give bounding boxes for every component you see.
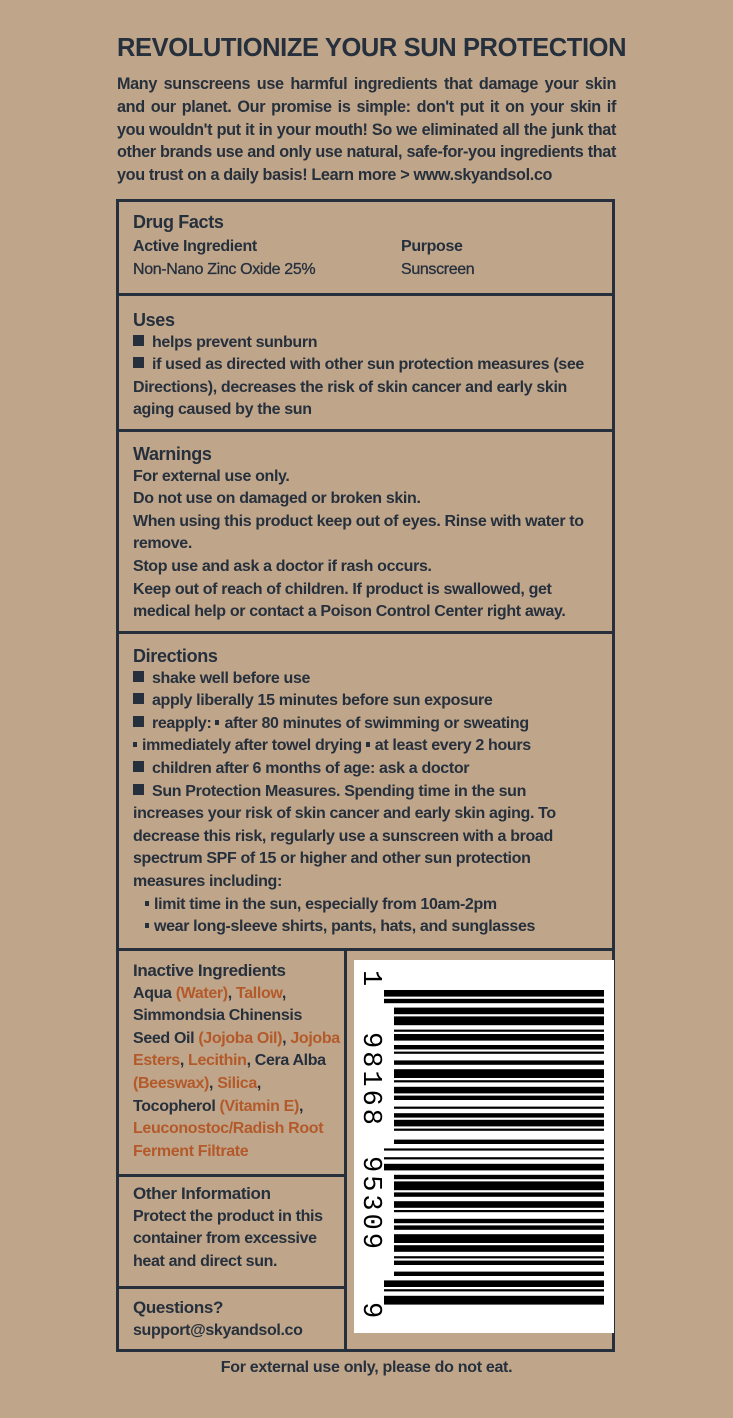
directions-item: Sun Protection Measures. Spending time in the sun increases your risk of skin cancer and early skin aging. To decrease this risk, regularly use a sunscreen with a broad spectrum SPF of 15 or higher and other sun protection measures including: [133,782,556,890]
directions-item: apply liberally 15 minutes before sun exposure [133,690,598,713]
directions-item: shake well before use [133,668,598,691]
directions-title: Directions [133,646,218,666]
barcode-digits-1: 1 [355,970,385,987]
barcode-bar [394,1256,604,1258]
drug-facts-title: Drug Facts [133,212,224,232]
warning-line: Stop use and ask a doctor if rash occurs. [133,557,432,575]
questions-title: Questions? [133,1298,224,1317]
bullet-dot-icon [133,742,137,747]
drug-facts-section [119,202,612,296]
bullet-dot-icon [145,923,149,928]
barcode-bar [394,1045,604,1049]
barcode-bar [394,1210,604,1212]
barcode-bar [394,1140,604,1144]
bullet-square-icon [133,761,144,772]
uses-title: Uses [133,310,175,330]
bullet-dot-icon [366,742,370,747]
purpose-value: Sunscreen [401,260,475,278]
directions-item: children after 6 months of age: ask a doctor [133,758,598,781]
barcode-bar [394,1096,604,1100]
bullet-dot-icon [215,720,219,725]
barcode-bar [394,1192,604,1196]
barcode-bar [394,1272,604,1276]
inactive-ingredients-title: Inactive Ingredients [133,961,286,980]
active-ingredient-header: Active Ingredient [133,237,257,255]
bullet-dot-icon [145,901,149,906]
bullet-square-icon [133,357,144,368]
barcode-bar [394,1087,604,1094]
uses-section [119,296,612,432]
bullet-square-icon [133,716,144,727]
uses-item: if used as directed with other sun protection measures (see Directions), decreases the risk of skin cancer and early skin aging caused by the sun [133,356,584,419]
questions-section [119,1289,347,1349]
barcode-bar [394,1219,604,1223]
barcode-bar [394,1034,604,1041]
directions-item: reapply: after 80 minutes of swimming or sweating [133,713,598,736]
barcode-bar [394,1016,604,1025]
warning-line: For external use only. [133,467,290,485]
directions-subitem: limit time in the sun, especially from 10am-2pm [133,894,598,917]
warning-line: Do not use on damaged or broken skin. [133,490,421,508]
barcode-bar [384,1296,604,1305]
barcode-bar [394,1181,604,1190]
bullet-square-icon [133,335,144,346]
barcode-bar [394,1052,604,1054]
directions-subitem: wear long-sleeve shirts, pants, hats, and sunglasses [133,916,598,939]
footer-note: For external use only, please do not eat. [220,1359,513,1376]
active-ingredient-value: Non-Nano Zinc Oxide 25% [133,260,316,278]
barcode-bar [394,1245,604,1252]
purpose-header: Purpose [401,237,463,255]
intro-paragraph: Many sunscreens use harmful ingredients that damage your skin and our planet. Our promise is simple: don't put it on your skin if you wouldn't put it in your mouth! So we eliminated all the junk that other brands use and only use natural, safe-for-you ingredients that you trust on a daily basis! Learn more > www.skyandsol.co [117,75,616,185]
barcode-bar [394,1008,604,1015]
barcode-bar [394,1120,604,1127]
barcode-bar [394,1030,604,1032]
barcode-bar [384,1148,604,1150]
barcode-bar [394,1129,604,1131]
inactive-ingredients-list: Aqua (Water), Tallow, Simmondsia Chinensis Seed Oil (Jojoba Oil), Jojoba Esters, Lecithin, Cera Alba (Beeswax), Silica, Tocopherol (Vitamin E), Leuconostoc/Radish Root Ferment Filtrate [133,984,340,1160]
barcode-graphic [354,960,614,1333]
barcode-bar [394,1069,604,1078]
barcode-bar [394,1261,604,1265]
barcode-bar [394,1201,604,1208]
bullet-square-icon [133,784,144,795]
other-information-text: Protect the product in this container from excessive heat and direct sun. [133,1207,323,1270]
barcode [354,960,614,1333]
barcode-digits-4: 9 [355,1302,385,1319]
inactive-ingredients-section [119,951,347,1177]
barcode-bar [394,1107,604,1109]
barcode-bar [394,1175,604,1179]
barcode-digits-3: 95309 [355,1156,385,1253]
other-information-title: Other Information [133,1184,271,1203]
directions-item: immediately after towel drying at least every 2 hours [133,735,598,758]
barcode-bar [384,1289,604,1291]
barcode-bar [394,1234,604,1243]
barcode-bar [384,1164,604,1171]
barcode-bar [384,999,604,1003]
barcode-bar [394,1113,604,1117]
warning-line: When using this product keep out of eyes. Rinse with water to remove. [133,512,584,553]
barcode-digits-2: 98168 [355,1032,385,1129]
support-email: support@skyandsol.co [133,1321,303,1339]
barcode-bar [384,990,604,997]
bullet-square-icon [133,693,144,704]
barcode-bar [394,1225,604,1229]
directions-section [119,634,612,951]
warnings-section [119,432,612,634]
barcode-bar [384,1157,604,1159]
barcode-bar [384,1280,604,1287]
uses-item: helps prevent sunburn [133,332,598,355]
other-information-section [119,1177,347,1289]
warning-line: Keep out of reach of children. If product is swallowed, get medical help or contact a Poison Control Center right away. [133,580,566,621]
bullet-square-icon [133,671,144,682]
barcode-bar [394,1060,604,1064]
headline: REVOLUTIONIZE YOUR SUN PROTECTION [117,34,627,62]
barcode-bar [394,1080,604,1082]
warnings-title: Warnings [133,444,212,464]
